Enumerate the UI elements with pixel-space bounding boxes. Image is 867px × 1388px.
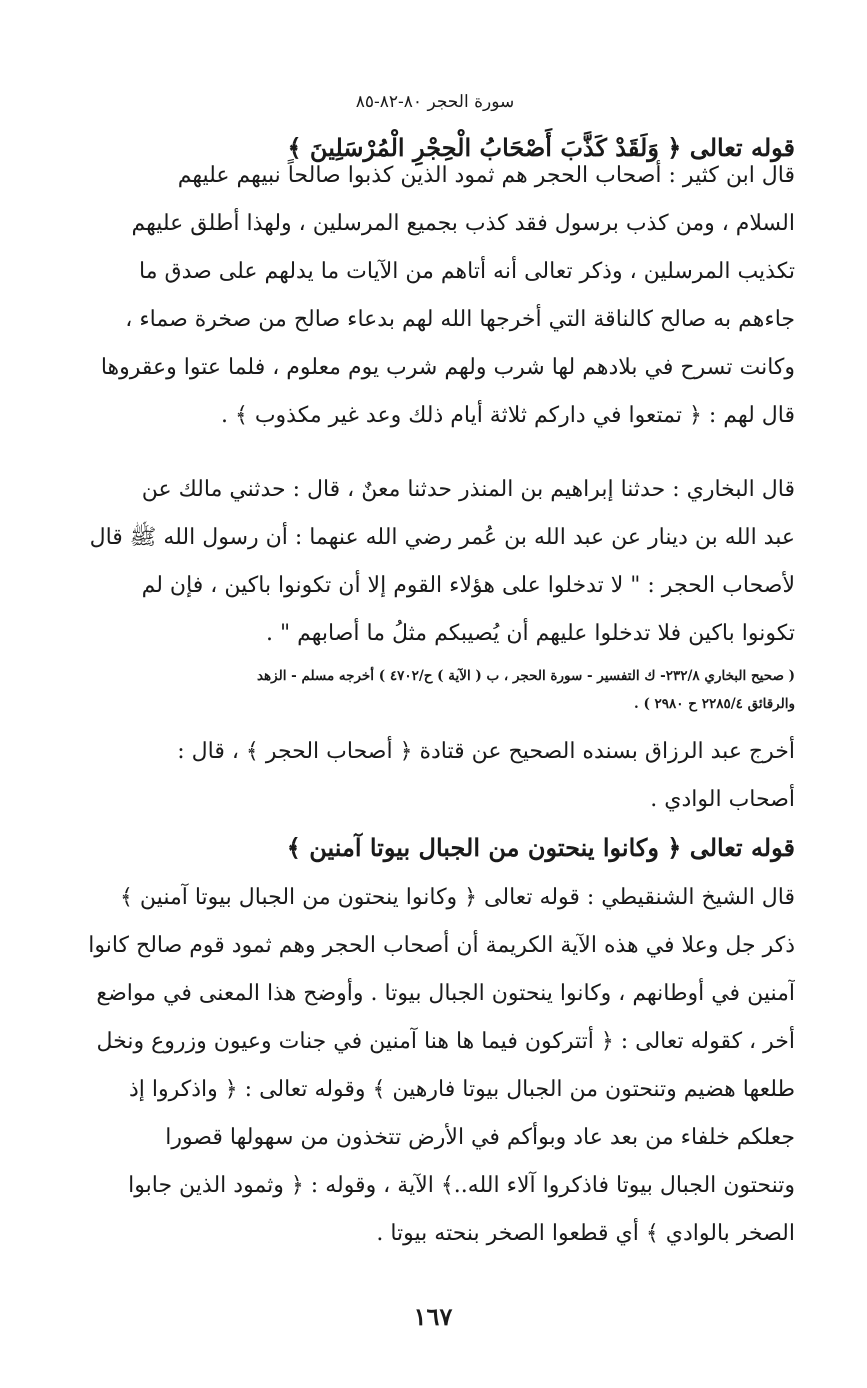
text-line: تكونوا باكين فلا تدخلوا عليهم أن يُصيبكم مثلُ ما أصابهم " . <box>266 621 795 646</box>
paragraph <box>75 466 795 658</box>
text-line: أخر ، كقوله تعالى : ﴿ أتتركون فيما ها هنا آمنين في جنات وعيون وزروع ونخل <box>96 1029 795 1054</box>
text-line: جاءهم به صالح كالناقة التي أخرجها الله لهم بدعاء صالح من صخرة صماء ، <box>125 307 795 332</box>
text-line: السلام ، ومن كذب برسول فقد كذب بجميع المرسلين ، ولهذا أطلق عليهم <box>131 211 795 236</box>
text-line: طلعها هضيم وتنحتون من الجبال بيوتا فارهين ﴾ وقوله تعالى : ﴿ واذكروا إذ <box>129 1077 795 1102</box>
paragraph <box>75 874 795 1258</box>
footnote <box>75 662 795 718</box>
running-title: سورة الحجر ٨٠-٨٢-٨٥ <box>355 92 515 112</box>
note-line: ( صحيح البخاري ٢٣٢/٨- ك التفسير - سورة الحجر ، ب ( الآية ) ح/٤٧٠٢ ) أخرجه مسلم - الزهد <box>256 668 795 684</box>
text-line: لأصحاب الحجر : " لا تدخلوا على هؤلاء القوم إلا أن تكونوا باكين ، فإن لم <box>141 573 795 598</box>
text-line: وتنحتون الجبال بيوتا فاذكروا آلاء الله..﴾ الآية ، وقوله : ﴿ وثمود الذين جابوا <box>128 1173 795 1198</box>
text-line: عبد الله بن دينار عن عبد الله بن عُمر رضي الله عنهما : أن رسول الله ﷺ قال <box>89 525 795 550</box>
text-line: الصخر بالوادي ﴾ أي قطعوا الصخر بنحته بيوتا . <box>376 1221 795 1246</box>
text-line: جعلكم خلفاء من بعد عاد وبوأكم في الأرض تتخذون من سهولها قصورا <box>165 1125 795 1150</box>
text-line: تكذيب المرسلين ، وذكر تعالى أنه أتاهم من الآيات ما يدلهم على صدق ما <box>139 259 795 284</box>
text-line: قال الشيخ الشنقيطي : قوله تعالى ﴿ وكانوا ينحتون من الجبال بيوتا آمنين ﴾ <box>120 885 795 910</box>
section-heading: قوله تعالى ﴿ وكانوا ينحتون من الجبال بيوتا آمنين ﴾ <box>286 833 795 862</box>
text-line: قال ابن كثير : أصحاب الحجر هم ثمود الذين كذبوا صالحاً نبيهم عليهم <box>177 163 795 188</box>
text-line: أصحاب الوادي . <box>650 787 795 812</box>
text-line: آمنين في أوطانهم ، وكانوا ينحتون الجبال بيوتا . وأوضح هذا المعنى في مواضع <box>96 981 795 1006</box>
text-line: قال البخاري : حدثنا إبراهيم بن المنذر حدثنا معنٌ ، قال : حدثني مالك عن <box>141 477 795 502</box>
note-line: والرقائق ٢٢٨٥/٤ ح ٢٩٨٠ ) . <box>634 696 795 712</box>
text-line: قال لهم : ﴿ تمتعوا في داركم ثلاثة أيام ذلك وعد غير مكذوب ﴾ . <box>220 403 795 428</box>
section-heading: قوله تعالى ﴿ وَلَقَدْ كَذَّبَ أَصْحَابُ الْحِجْرِ الْمُرْسَلِينَ ﴾ <box>287 133 795 162</box>
paragraph <box>75 728 795 824</box>
paragraph <box>75 152 795 440</box>
text-line: أخرج عبد الرزاق بسنده الصحيح عن قتادة ﴿ أصحاب الحجر ﴾ ، قال : <box>177 739 795 764</box>
page-number: ١٦٧ <box>413 1302 453 1331</box>
text-line: ذكر جل وعلا في هذه الآية الكريمة أن أصحاب الحجر وهم ثمود قوم صالح كانوا <box>88 933 795 958</box>
text-line: وكانت تسرح في بلادهم لها شرب ولهم شرب يوم معلوم ، فلما عتوا وعقروها <box>100 355 795 380</box>
